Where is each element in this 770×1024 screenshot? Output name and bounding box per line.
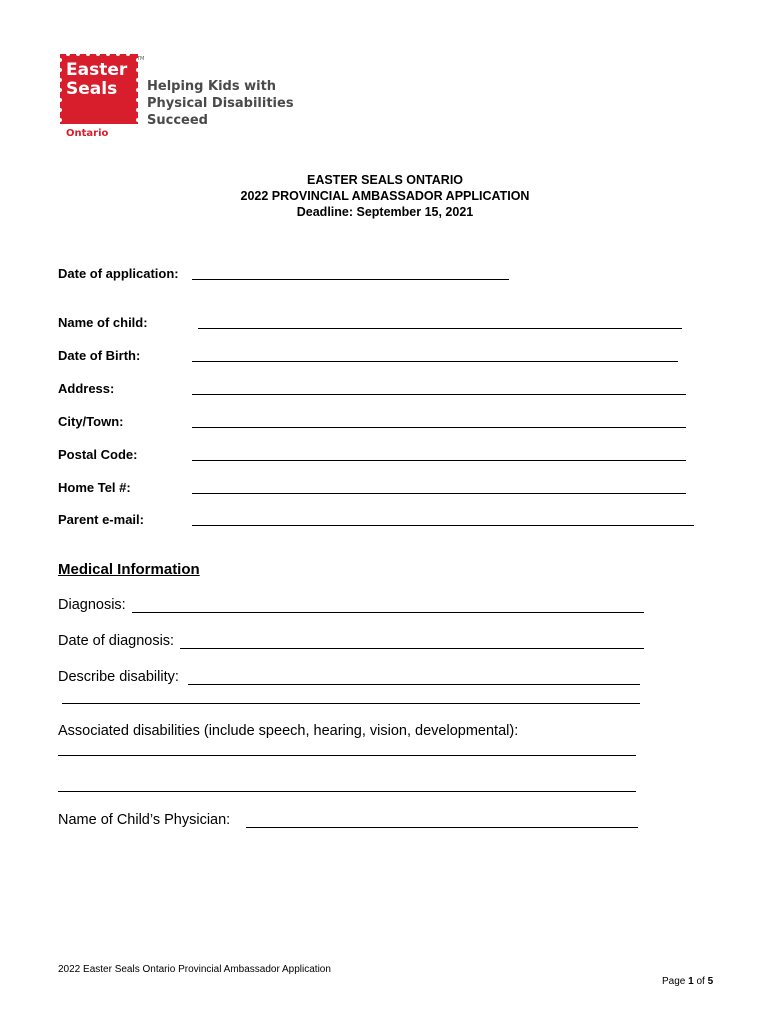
heading-deadline: Deadline: September 15, 2021 [296,205,474,219]
heading-title: 2022 PROVINCIAL AMBASSADOR APPLICATION [240,189,530,203]
diagnosis-field[interactable] [132,612,644,613]
associated-disabilities-label: Associated disabilities (include speech, hearing, vision, developmental): [58,723,519,739]
page-number [662,976,713,987]
name-of-child-field[interactable] [198,328,682,329]
parent-email-field[interactable] [192,525,694,526]
postal-code-label: Postal Code: [58,447,138,462]
page-word: Page [662,976,686,987]
name-of-child-label: Name of child: [58,315,148,330]
heading-org: EASTER SEALS ONTARIO [306,173,464,187]
logo-region: Ontario [66,128,109,139]
describe-disability-field-line2[interactable] [62,703,640,704]
trademark-symbol: TM [137,56,145,62]
address-field[interactable] [192,394,686,395]
home-tel-field[interactable] [192,493,686,494]
document-heading [0,172,770,220]
logo-tagline [147,78,294,129]
date-of-diagnosis-label: Date of diagnosis: [58,633,175,649]
associated-disabilities-field[interactable] [58,755,636,756]
date-of-birth-label: Date of Birth: [58,348,141,363]
describe-disability-field[interactable] [188,684,640,685]
associated-disabilities-field-line2[interactable] [58,791,636,792]
logo-brand-line2: Seals [66,79,118,99]
page-current: 1 [688,976,694,987]
tagline-line: Physical Disabilities [147,96,294,111]
address-label: Address: [58,381,115,396]
city-town-label: City/Town: [58,414,124,429]
footer-text: 2022 Easter Seals Ontario Provincial Ambassador Application [58,964,331,975]
page-of: of [696,976,705,987]
diagnosis-label: Diagnosis: [58,597,126,613]
home-tel-label: Home Tel #: [58,480,131,495]
describe-disability-label: Describe disability: [58,669,179,685]
tagline-line: Succeed [147,113,208,128]
date-of-diagnosis-field[interactable] [180,648,644,649]
parent-email-label: Parent e-mail: [58,512,144,527]
physician-field[interactable] [246,827,638,828]
medical-information-title: Medical Information [58,561,200,578]
page-total: 5 [707,976,714,987]
postal-code-field[interactable] [192,460,686,461]
date-of-application-field[interactable] [192,279,509,280]
date-of-application-label: Date of application: [58,266,179,281]
easter-seals-logo [58,52,148,140]
logo-brand-line1: Easter [66,60,128,80]
physician-label: Name of Child’s Physician: [58,812,231,828]
date-of-birth-field[interactable] [192,361,678,362]
tagline-line: Helping Kids with [147,79,277,94]
city-town-field[interactable] [192,427,686,428]
